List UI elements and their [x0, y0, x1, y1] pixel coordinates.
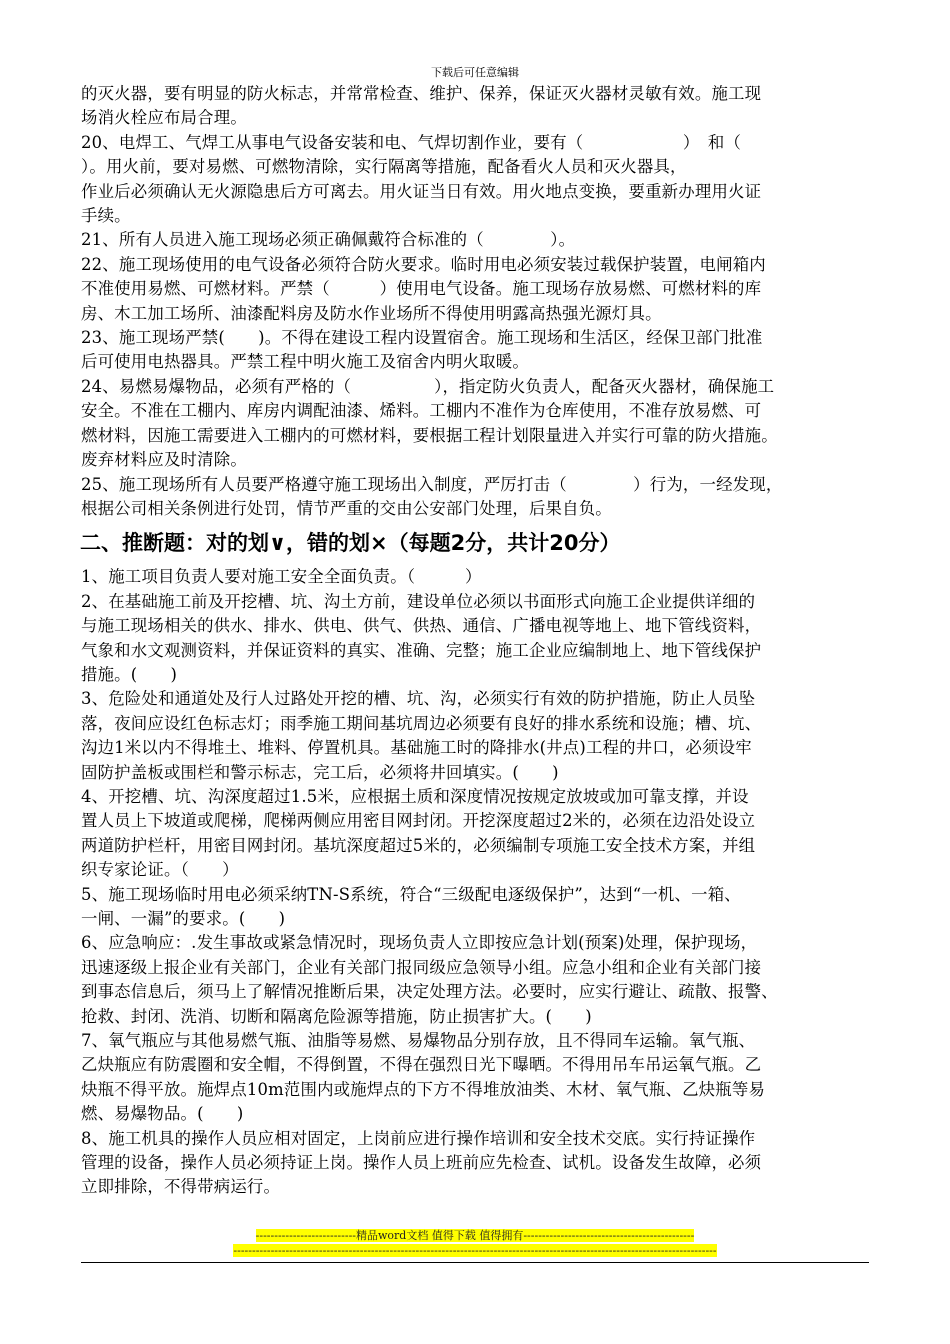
text-line: ）。用火前，要对易燃、可燃物清除，实行隔离等措施，配备看火人员和灭火器具，: [81, 157, 687, 177]
text-line: 不准使用易燃、可燃材料。严禁（ ）使用电气设备。施工现场存放易燃、可燃材料的库: [81, 279, 762, 299]
text-line: 作业后必须确认无火源隐患后方可离去。用火证当日有效。用火地点变换，要重新办理用火证: [81, 181, 762, 201]
footer-rule: [81, 1262, 869, 1263]
text-line: 织专家论证。（ ）: [81, 860, 239, 880]
text-line: 抢救、封闭、洗消、切断和隔离危险源等措施，防止损害扩大。( ): [81, 1006, 592, 1026]
text-line: 气象和水文观测资料，并保证资料的真实、准确、完整；施工企业应编制地上、地下管线保护: [81, 640, 762, 660]
page-header: 下载后可任意编辑: [431, 66, 519, 79]
text-line: 安全。不准在工棚内、库房内调配油漆、烯料。工棚内不准作为仓库使用，不准存放易燃、可: [81, 401, 762, 421]
judgment-section: [81, 565, 881, 1200]
text-line: 3、危险处和通道处及行人过路处开挖的槽、坑、沟，必须实行有效的防护措施，防止人员坠: [81, 689, 756, 709]
text-line: 21、所有人员进入施工现场必须正确佩戴符合标准的（ ）。: [81, 230, 576, 250]
text-line: 乙炔瓶应有防震圈和安全帽，不得倒置，不得在强烈日光下曝晒。不得用吊车吊运氧气瓶。乙: [81, 1055, 762, 1075]
text-line: 置人员上下坡道或爬梯，爬梯两侧应用密目网封闭。开挖深度超过2米的，必须在边沿处设立: [81, 811, 756, 831]
text-line: 25、施工现场所有人员要严格遵守施工现场出入制度，严厉打击（ ）行为，一经发现，: [81, 474, 783, 494]
text-line: 迅速逐级上报企业有关部门，企业有关部门报同级应急领导小组。应急小组和企业有关部门接: [81, 957, 762, 977]
text-line: 5、施工现场临时用电必须采纳TN-S系统，符合“三级配电逐级保护”，达到“一机、一箱、: [81, 884, 741, 904]
text-line: 1、施工项目负责人要对施工安全全面负责。（ ）: [81, 567, 482, 587]
section-heading: 二、推断题：对的划∨，错的划×（每题2分，共计20分）: [80, 531, 621, 556]
text-line: 固防护盖板或围栏和警示标志，完工后，必须将井回填实。( ): [81, 762, 559, 782]
page-footer: [0, 1228, 950, 1258]
fill-in-section: [81, 82, 881, 521]
text-line: 立即排除，不得带病运行。: [81, 1177, 281, 1197]
text-line: 管理的设备，操作人员必须持证上岗。操作人员上班前应先检查、试机。设备发生故障，必须: [81, 1153, 762, 1173]
text-line: 落，夜间应设红色标志灯；雨季施工期间基坑周边必须要有良好的排水系统和设施；槽、坑、: [81, 713, 762, 733]
text-line: 23、施工现场严禁( )。不得在建设工程内设置宿舍。施工现场和生活区，经保卫部门批准: [81, 328, 763, 348]
text-line: 8、施工机具的操作人员应相对固定，上岗前应进行操作培训和安全技术交底。实行持证操作: [81, 1128, 756, 1148]
text-line: 房、木工加工场所、油漆配料房及防水作业场所不得使用明露高热强光源灯具。: [81, 303, 662, 323]
text-line: 7、氧气瓶应与其他易燃气瓶、油脂等易燃、易爆物品分别存放，且不得同车运输。氧气瓶、: [81, 1031, 756, 1051]
document-body: [81, 82, 881, 1200]
text-line: 24、易燃易爆物品，必须有严格的（ ），指定防火负责人，配备灭火器材，确保施工: [81, 376, 775, 396]
footer-dashes: ----------------------------------------------------------------------------------------------------------------------------------: [233, 1244, 717, 1257]
text-line: 废弃材料应及时清除。: [81, 450, 247, 470]
text-line: 燃、易爆物品。( ): [81, 1104, 244, 1124]
text-line: 后可使用电热器具。严禁工程中明火施工及宿舍内明火取暖。: [81, 352, 529, 372]
text-line: 的灭火器，要有明显的防火标志，并常常检查、维护、保养，保证灭火器材灵敏有效。施工现: [81, 84, 762, 103]
text-line: 4、开挖槽、坑、沟深度超过1.5米，应根据土质和深度情况按规定放坡或加可靠支撑，并设: [81, 786, 749, 806]
text-line: 场消火栓应布局合理。: [81, 108, 247, 128]
footer-banner: ---------------------------精品word文档 值得下载 值得拥有----------------------------------------------: [255, 1229, 695, 1242]
text-line: 手续。: [81, 206, 131, 226]
text-line: 炔瓶不得平放。施焊点10m范围内或施焊点的下方不得堆放油类、木材、氧气瓶、乙炔瓶等易: [81, 1079, 766, 1099]
text-line: 燃材料，因施工需要进入工棚内的可燃材料，要根据工程计划限量进入并实行可靠的防火措施。: [81, 425, 778, 445]
text-line: 20、电焊工、气焊工从事电气设备安装和电、气焊切割作业，要有（ ） 和（: [81, 132, 742, 152]
text-line: 6、应急响应：.发生事故或紧急情况时，现场负责人立即按应急计划(预案)处理，保护现场，: [81, 933, 758, 953]
text-line: 两道防护栏杆，用密目网封闭。基坑深度超过5米的，必须编制专项施工安全技术方案，并组: [81, 835, 756, 855]
text-line: 沟边1米以内不得堆土、堆料、停置机具。基础施工时的降排水(井点)工程的井口，必须设牢: [81, 738, 752, 758]
text-line: 措施。( ): [81, 664, 178, 684]
text-line: 到事态信息后，须马上了解情况推断后果，决定处理方法。必要时，应实行避让、疏散、报警、: [81, 982, 778, 1002]
text-line: 一闸、一漏”的要求。( ): [81, 909, 286, 928]
text-line: 2、在基础施工前及开挖槽、坑、沟土方前，建设单位必须以书面形式向施工企业提供详细的: [81, 591, 756, 611]
text-line: 22、施工现场使用的电气设备必须符合防火要求。临时用电必须安装过载保护装置，电闸箱内: [81, 254, 766, 274]
text-line: 根据公司相关条例进行处罚，情节严重的交由公安部门处理，后果自负。: [81, 498, 612, 518]
text-line: 与施工现场相关的供水、排水、供电、供气、供热、通信、广播电视等地上、地下管线资料，: [81, 616, 762, 636]
